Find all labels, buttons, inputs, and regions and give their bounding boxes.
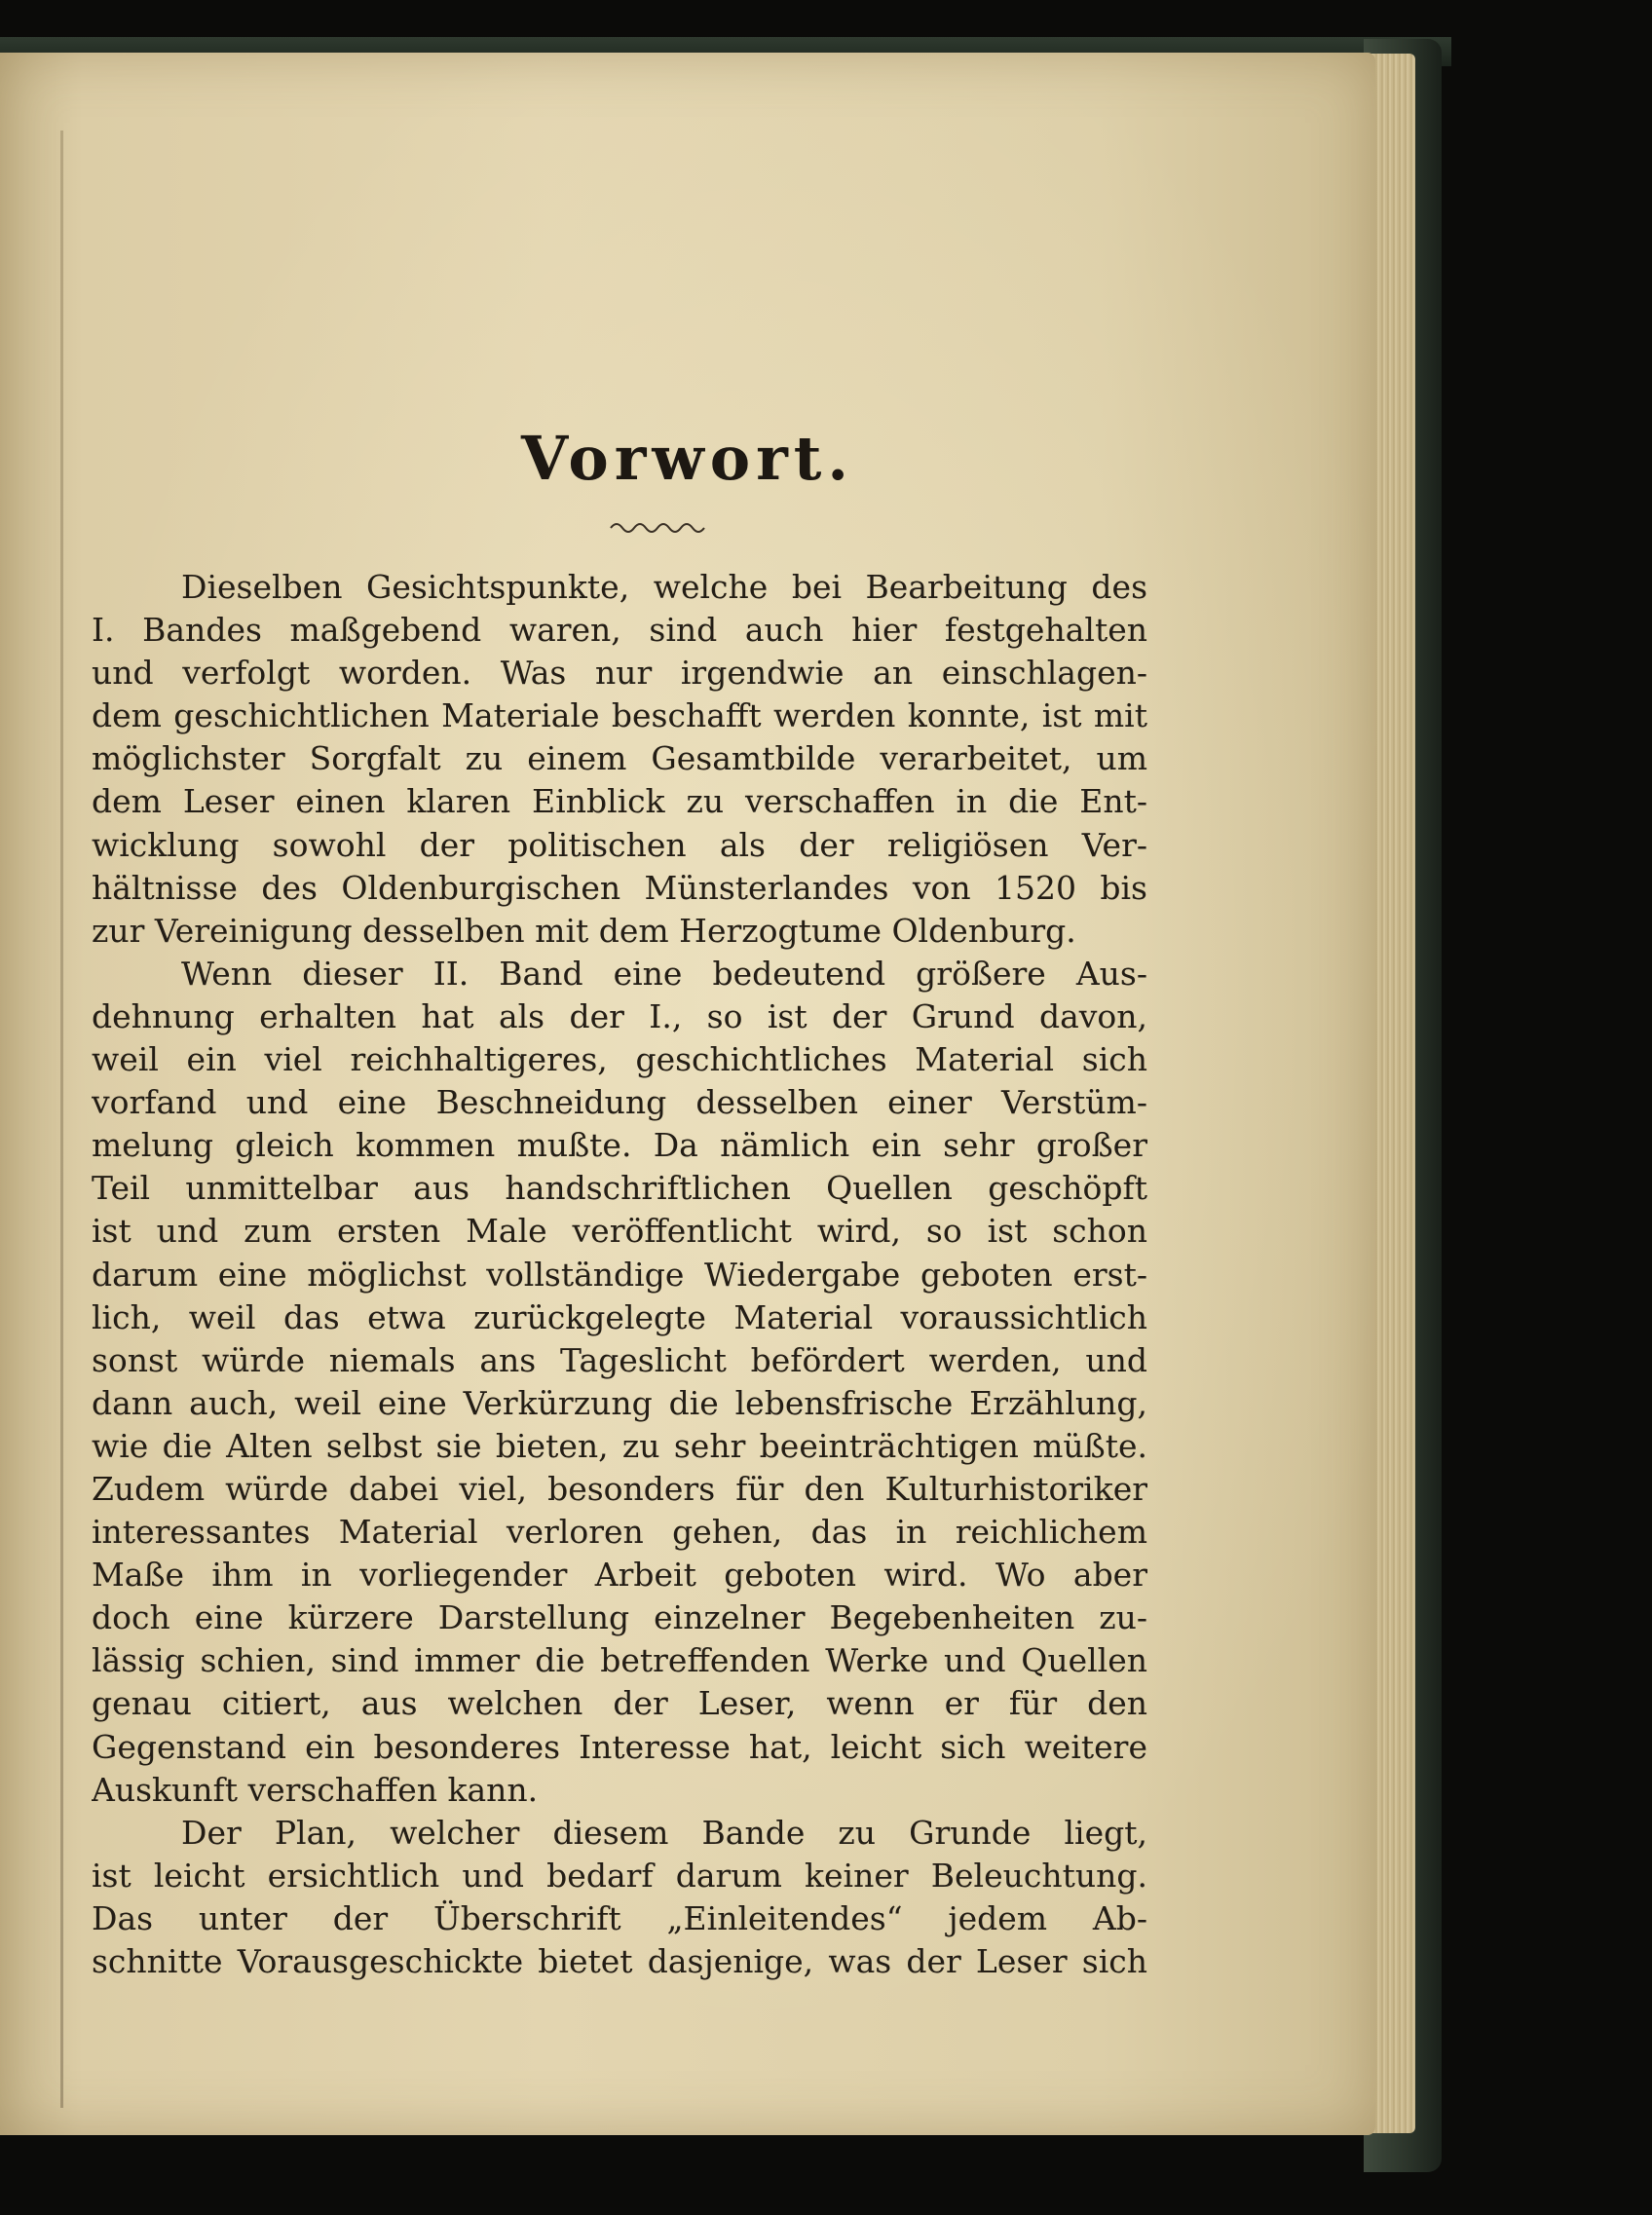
text-line: Teil unmittelbar aus handschriftlichen Quellen geschöpft [92,1169,1147,1208]
text-line: interessantes Material verloren gehen, das in reichlichem [92,1513,1147,1552]
text-line: weil ein viel reichhaltigeres, geschichtliches Material sich [92,1040,1147,1079]
text-line: Gegenstand ein besonderes Interesse hat, leicht sich weitere [92,1727,1147,1766]
text-line: Wenn dieser II. Band eine bedeutend größere Aus- [181,954,1147,993]
text-line: Dieselben Gesichtspunkte, welche bei Bearbeitung des [181,568,1147,606]
page-title: Vorwort. [520,423,855,494]
text-line: Der Plan, welcher diesem Bande zu Grunde liegt, [181,1813,1147,1852]
text-line: Auskunft verschaffen kann. [92,1770,539,1809]
text-line: vorfand und eine Beschneidung desselben einer Verstüm- [92,1083,1147,1122]
text-line: Zudem würde dabei viel, besonders für den Kulturhistoriker [92,1469,1147,1508]
text-line: möglichster Sorgfalt zu einem Gesamtbilde verarbeitet, um [92,739,1147,778]
text-line: ist und zum ersten Male veröffentlicht wird, so ist schon [92,1212,1147,1251]
text-line: genau citiert, aus welchen der Leser, wenn er für den [92,1684,1147,1723]
text-line: dehnung erhalten hat als der I., so ist der Grund davon, [92,996,1147,1035]
text-line: lässig schien, sind immer die betreffenden Werke und Quellen [92,1641,1147,1680]
text-line: Maße ihm in vorliegender Arbeit geboten wird. Wo aber [92,1556,1147,1595]
text-line: dann auch, weil eine Verkürzung die lebensfrische Erzählung, [92,1383,1147,1422]
text-line: lich, weil das etwa zurückgelegte Material voraussichtlich [92,1297,1147,1336]
text-line: wie die Alten selbst sie bieten, zu sehr beeinträchtigen müßte. [92,1426,1147,1465]
book-page [0,53,1375,2135]
text-line: hältnisse des Oldenburgischen Münsterlandes von 1520 bis [92,868,1147,907]
text-line: Das unter der Überschrift „Einleitendes“ jedem Ab- [92,1898,1147,1937]
body-text [92,566,1147,1983]
text-line: und verfolgt worden. Was nur irgendwie an einschlagen- [92,654,1147,693]
text-line: I. Bandes maßgebend waren, sind auch hier festgehalten [92,611,1147,650]
text-line: sonst würde niemals ans Tageslicht befördert werden, und [92,1340,1147,1379]
text-line: ist leicht ersichtlich und bedarf darum keiner Beleuchtung. [92,1856,1147,1895]
text-line: melung gleich kommen mußte. Da nämlich ein sehr großer [92,1126,1147,1165]
text-line: zur Vereinigung desselben mit dem Herzogtume Oldenburg. [92,911,1076,950]
title-ornament-icon [609,518,706,538]
text-line: doch eine kürzere Darstellung einzelner Begebenheiten zu- [92,1598,1147,1637]
text-line: dem geschichtlichen Materiale beschafft werden konnte, ist mit [92,696,1147,735]
text-line: dem Leser einen klaren Einblick zu verschaffen in die Ent- [92,782,1147,821]
text-line: wicklung sowohl der politischen als der religiösen Ver- [92,825,1147,864]
page-block-edges [1369,54,1415,2133]
text-line: schnitte Vorausgeschickte bietet dasjenige, was der Leser sich [92,1942,1147,1980]
text-line: darum eine möglichst vollständige Wiedergabe geboten erst- [92,1255,1147,1294]
